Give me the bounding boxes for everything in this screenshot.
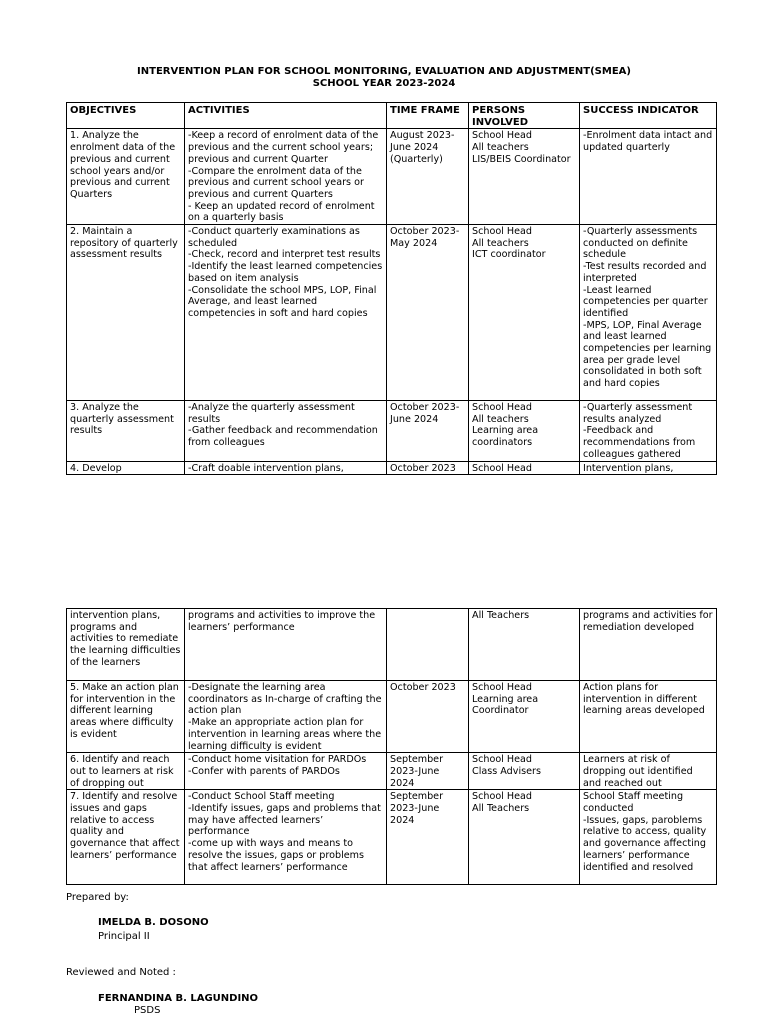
cell-text: intervention plans, programs and activities to remediate the learning difficulties of the learners <box>70 610 181 668</box>
cell-text: -come up with ways and means to resolve the issues, gaps or problems that affect learners’ performance <box>188 838 364 873</box>
table-row <box>67 753 717 790</box>
cell-text: September 2023-June 2024 <box>390 791 444 826</box>
persons-cell <box>469 790 580 885</box>
time-frame-cell <box>387 461 469 475</box>
cell-text: All teachers <box>472 142 529 154</box>
cell-text: 6. Identify and reach out to learners at risk of dropping out <box>70 754 174 789</box>
prepared-by-name: IMELDA B. DOSONO <box>98 917 209 928</box>
cell-text: Class Advisers <box>472 765 541 777</box>
cell-text: October 2023 <box>390 682 456 693</box>
persons-cell <box>469 225 580 401</box>
cell-text: 5. Make an action plan for intervention in the different learning areas where difficulty is evident <box>70 682 179 740</box>
table-row <box>67 461 717 475</box>
persons-cell <box>469 461 580 475</box>
success-indicator-cell <box>580 609 717 681</box>
persons-cell <box>469 681 580 753</box>
cell-text: -Feedback and recommendations from colleagues gathered <box>583 425 696 460</box>
activities-cell <box>185 753 387 790</box>
cell-text: -Analyze the quarterly assessment results <box>188 402 355 425</box>
cell-text: -Make an appropriate action plan for intervention in learning areas where the learning difficulty is evident <box>188 717 382 752</box>
table-row <box>67 129 717 225</box>
cell-text: programs and activities to improve the learners’ performance <box>188 610 376 633</box>
cell-text: LIS/BEIS Coordinator <box>472 153 571 165</box>
cell-text: October 2023 <box>390 462 456 474</box>
header-objectives: OBJECTIVES <box>67 103 185 129</box>
objective-cell <box>67 753 185 790</box>
header-success-indicator: SUCCESS INDICATOR <box>580 103 717 129</box>
cell-text: -Quarterly assessment results analyzed <box>583 402 693 425</box>
time-frame-cell <box>387 609 469 681</box>
cell-text: -Conduct School Staff meeting <box>188 791 335 803</box>
cell-text: School Head <box>472 402 532 414</box>
success-indicator-cell <box>580 461 717 475</box>
cell-text: 1. Analyze the enrolment data of the previous and current school years and/or previous and current Quarters <box>70 130 176 200</box>
persons-cell <box>469 129 580 225</box>
intervention-table-part1 <box>66 102 717 475</box>
success-indicator-cell <box>580 225 717 401</box>
table-row <box>67 225 717 401</box>
success-indicator-cell <box>580 753 717 790</box>
cell-text: - Keep an updated record of enrolment on a quarterly basis <box>188 200 375 224</box>
cell-text: -Craft doable intervention plans, <box>188 462 344 474</box>
cell-text: School Head <box>472 682 532 693</box>
time-frame-cell <box>387 129 469 225</box>
cell-text: -Least learned competencies per quarter identified <box>583 284 708 319</box>
cell-text: Action plans for intervention in different learning areas developed <box>583 682 705 717</box>
cell-text: Learning area Coordinator <box>472 693 539 717</box>
cell-text: School Head <box>472 130 532 142</box>
prepared-by-role: Principal II <box>98 931 150 942</box>
cell-text: School Head <box>472 462 532 474</box>
cell-text: 7. Identify and resolve issues and gaps relative to access quality and governance that affect learners’ performance <box>70 791 180 861</box>
cell-text: All Teachers <box>472 610 530 621</box>
cell-text: -Identify issues, gaps and problems that may have affected learners’ performance <box>188 803 381 838</box>
cell-text: -Designate the learning area coordinators as In-charge of crafting the action plan <box>188 682 382 717</box>
success-indicator-cell <box>580 401 717 462</box>
cell-text: -Conduct quarterly examinations as scheduled <box>188 226 360 249</box>
cell-text: Intervention plans, <box>583 462 674 474</box>
cell-text: School Head <box>472 754 532 766</box>
persons-cell <box>469 753 580 790</box>
cell-text: School Head <box>472 226 532 238</box>
table-body-part2 <box>67 609 717 885</box>
cell-text: -Keep a record of enrolment data of the previous and the current school years; previous and current Quarter <box>188 130 379 165</box>
time-frame-cell <box>387 790 469 885</box>
activities-cell <box>185 401 387 462</box>
cell-text: -Enrolment data intact and updated quarterly <box>583 130 713 154</box>
cell-text: -MPS, LOP, Final Average and least learned competencies per learning area per grade level consolidated in both soft and hard copies <box>583 319 712 390</box>
activities-cell <box>185 790 387 885</box>
cell-text: School Head <box>472 791 532 803</box>
success-indicator-cell <box>580 681 717 753</box>
document-title: INTERVENTION PLAN FOR SCHOOL MONITORING, EVALUATION AND ADJUSTMENT(SMEA) <box>137 66 631 77</box>
school-year-subtitle: SCHOOL YEAR 2023-2024 <box>312 78 456 89</box>
activities-cell <box>185 129 387 225</box>
activities-cell <box>185 225 387 401</box>
activities-cell <box>185 461 387 475</box>
activities-cell <box>185 681 387 753</box>
cell-text: 2. Maintain a repository of quarterly assessment results <box>70 226 178 261</box>
cell-text: August 2023-June 2024 (Quarterly) <box>390 130 455 165</box>
cell-text: School Staff meeting conducted <box>583 791 684 815</box>
table-row <box>67 681 717 753</box>
cell-text: -Gather feedback and recommendation from colleagues <box>188 425 378 449</box>
cell-text: -Confer with parents of PARDOs <box>188 765 340 777</box>
objective-cell <box>67 129 185 225</box>
table-row <box>67 790 717 885</box>
reviewed-by-role: PSDS <box>134 1005 161 1016</box>
table-header-row <box>67 103 717 129</box>
objective-cell <box>67 681 185 753</box>
cell-text: -Quarterly assessments conducted on definite schedule <box>583 226 698 261</box>
cell-text: ICT coordinator <box>472 249 546 261</box>
reviewed-noted-label: Reviewed and Noted : <box>66 967 176 978</box>
cell-text: All Teachers <box>472 803 530 815</box>
time-frame-cell <box>387 753 469 790</box>
cell-text: 3. Analyze the quarterly assessment results <box>70 402 174 437</box>
cell-text: -Check, record and interpret test results <box>188 249 381 261</box>
prepared-by-label: Prepared by: <box>66 892 129 903</box>
header-time-frame: TIME FRAME <box>387 103 469 129</box>
activities-cell <box>185 609 387 681</box>
header-activities: ACTIVITIES <box>185 103 387 129</box>
cell-text: 4. Develop <box>70 462 122 474</box>
time-frame-cell <box>387 401 469 462</box>
time-frame-cell <box>387 681 469 753</box>
cell-text: -Issues, gaps, parоblems relative to access, quality and governance affecting learners’ performance identified and resolved <box>583 814 707 873</box>
cell-text: October 2023-June 2024 <box>390 402 460 425</box>
success-indicator-cell <box>580 790 717 885</box>
intervention-table-part2 <box>66 608 717 885</box>
objective-cell <box>67 609 185 681</box>
persons-cell <box>469 609 580 681</box>
cell-text: All teachers <box>472 413 529 425</box>
header-persons-involved: PERSONS INVOLVED <box>469 103 580 129</box>
cell-text: programs and activities for remediation developed <box>583 610 713 633</box>
objective-cell <box>67 225 185 401</box>
cell-text: September 2023-June 2024 <box>390 754 444 789</box>
cell-text: -Consolidate the school MPS, LOP, Final Average, and least learned competencies in soft and hard copies <box>188 284 377 319</box>
objective-cell <box>67 401 185 462</box>
reviewed-by-name: FERNANDINA B. LAGUNDINO <box>98 993 259 1004</box>
cell-text: -Identify the least learned competencies based on item analysis <box>188 261 383 284</box>
cell-text: -Compare the enrolment data of the previous and current school years or previous and current Quarters <box>188 165 364 200</box>
objective-cell <box>67 461 185 475</box>
cell-text: All teachers <box>472 237 529 249</box>
cell-text: -Test results recorded and interpreted <box>583 261 707 284</box>
cell-text: October 2023-May 2024 <box>390 226 460 249</box>
cell-text: Learners at risk of dropping out identified and reached out <box>583 754 693 789</box>
persons-cell <box>469 401 580 462</box>
table-row <box>67 609 717 681</box>
objective-cell <box>67 790 185 885</box>
cell-text: -Conduct home visitation for PARDOs <box>188 754 367 766</box>
success-indicator-cell <box>580 129 717 225</box>
table-body-part1 <box>67 129 717 475</box>
table-row <box>67 401 717 462</box>
time-frame-cell <box>387 225 469 401</box>
cell-text: Learning area coordinators <box>472 425 539 449</box>
